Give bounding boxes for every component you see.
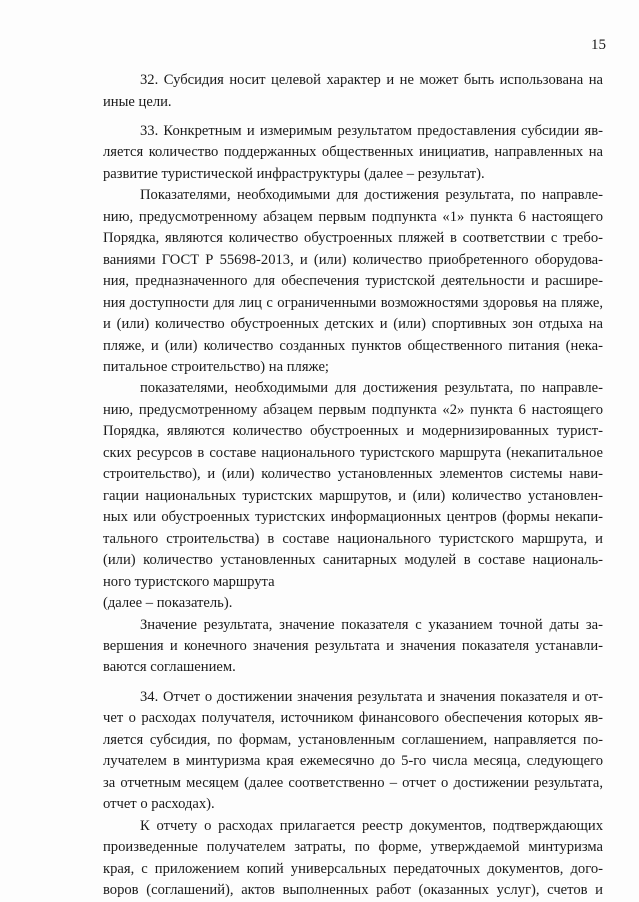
- text-line: показателями, необходимыми для достижения результата, по направле-: [140, 380, 603, 397]
- text-line: строительство), и (или) количество установленных элементов системы нави-: [103, 466, 603, 483]
- text-line: тального строительства) в составе национального туристского маршрута, и: [103, 530, 603, 547]
- text-line: ляется субсидия, по формам, установленным соглашением, направляется по-: [103, 731, 603, 748]
- text-line: пляже, и (или) количество созданных пунктов общественного питания (нека-: [103, 337, 603, 354]
- text-line: развитие туристической инфраструктуры (далее – результат).: [103, 165, 485, 182]
- text-line: края, с приложением копий универсальных передаточных документов, дого-: [103, 860, 603, 877]
- text-line: отчет о расходах).: [103, 796, 215, 813]
- text-line: ваются соглашением.: [103, 659, 236, 676]
- text-line: чет о расходах получателя, источником финансового обеспечения которых яв-: [103, 710, 603, 727]
- text-line: воров (соглашений), актов выполненных работ (оказанных услуг), счетов и: [103, 882, 603, 898]
- text-line: иные цели.: [103, 93, 172, 110]
- text-line: за отчетным месяцем (далее соответственно – отчет о достижении результата,: [103, 774, 603, 791]
- text-line: 34. Отчет о достижении значения результата и значения показателя и от-: [140, 688, 603, 705]
- text-line: ния доступности для лиц с ограниченными возможностями здоровья на пляже,: [103, 294, 603, 311]
- text-line: ного туристского маршрута: [103, 573, 275, 590]
- text-line: Порядка, являются количество обустроенных и модернизированных турист-: [103, 423, 603, 440]
- text-line: Порядка, являются количество обустроенных пляжей в соответствии с требо-: [103, 230, 603, 247]
- text-line: питальное строительство) на пляже;: [103, 359, 329, 375]
- text-line: ляется количество поддержанных общественных инициатив, направленных на: [103, 144, 603, 161]
- text-line: и (или) количество обустроенных детских и (или) спортивных зон отдыха на: [103, 316, 603, 333]
- text-line: ния, предназначенного для обеспечения туристской деятельности и расшире-: [103, 273, 603, 290]
- text-line: ваниями ГОСТ Р 55698-2013, и (или) количество приобретенного оборудова-: [103, 251, 603, 268]
- text-line: гации национальных туристских маршрутов, и (или) количество установлен-: [103, 487, 603, 504]
- text-line: произведенные получателем затраты, по форме, утверждаемой минтуризма: [103, 839, 603, 856]
- text-line: К отчету о расходах прилагается реестр документов, подтверждающих: [140, 817, 603, 834]
- page-number: 15: [591, 37, 606, 53]
- text-line: Значение результата, значение показателя с указанием точной даты за-: [140, 616, 603, 633]
- text-line: нию, предусмотренному абзацем первым подпункта «2» пункта 6 настоящего: [103, 401, 603, 418]
- text-line: вершения и конечного значения результата и значения показателя устанавли-: [103, 637, 603, 654]
- text-line: нию, предусмотренному абзацем первым подпункта «1» пункта 6 настоящего: [103, 208, 603, 225]
- text-line: (или) количество установленных санитарных модулей в составе националь-: [103, 552, 603, 569]
- text-line: ских ресурсов в составе национального туристского маршрута (некапитальное: [103, 444, 603, 461]
- text-line: (далее – показатель).: [103, 595, 233, 611]
- text-line: Показателями, необходимыми для достижения результата, по направле-: [140, 187, 603, 204]
- text-line: лучателем в минтуризма края ежемесячно до 5-го числа месяца, следующего: [103, 753, 603, 770]
- text-line: 33. Конкретным и измеримым результатом предоставления субсидии яв-: [140, 122, 603, 139]
- text-line: ных или обустроенных туристских информационных центров (формы некапи-: [103, 509, 603, 526]
- text-line: 32. Субсидия носит целевой характер и не может быть использована на: [140, 72, 603, 88]
